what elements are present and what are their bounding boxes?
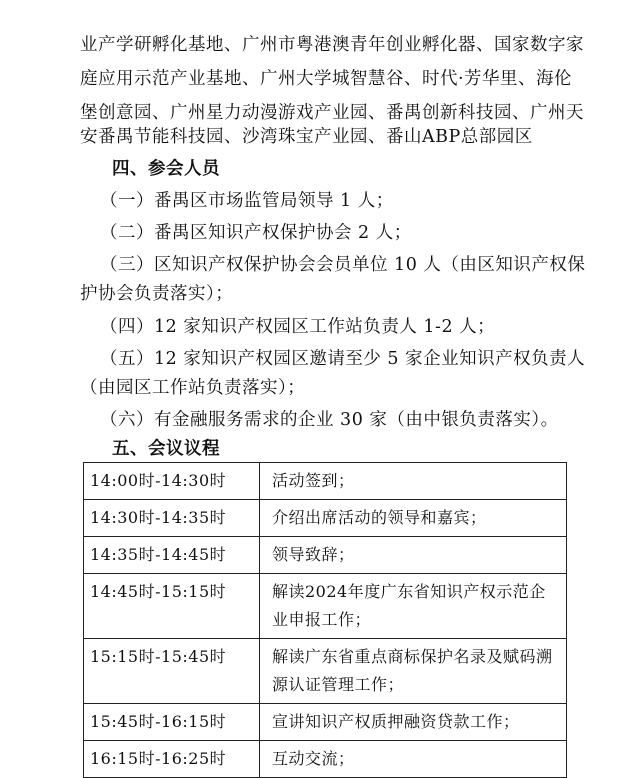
agenda-time: 15:45时-16:15时 xyxy=(84,704,260,741)
table-row xyxy=(84,639,567,704)
table-row xyxy=(84,463,567,500)
paragraph-line: 安番禺节能科技园、沙湾珠宝产业园、番山ABP总部园区 xyxy=(80,127,533,147)
agenda-description: 解读2024年度广东省知识产权示范企业申报工作； xyxy=(260,574,567,639)
agenda-description: 解读广东省重点商标保护名录及赋码溯源认证管理工作； xyxy=(260,639,567,704)
agenda-description: 领导致辞； xyxy=(260,537,567,574)
attendee-item-continued: （由园区工作站负责落实）； xyxy=(80,378,306,398)
agenda-time: 14:35时-14:45时 xyxy=(84,537,260,574)
attendee-item: （四）12 家知识产权园区工作站负责人 1-2 人； xyxy=(100,317,496,337)
agenda-table xyxy=(83,462,567,778)
agenda-time: 15:15时-15:45时 xyxy=(84,639,260,704)
paragraph-line: 庭应用示范产业基地、广州大学城智慧谷、时代·芳华里、海伦 xyxy=(80,69,573,89)
section-heading-agenda: 五、会议议程 xyxy=(112,439,220,459)
paragraph-line: 堡创意园、广州星力动漫游戏产业园、番禺创新科技园、广州天 xyxy=(80,103,584,123)
attendee-item: （三）区知识产权保护协会会员单位 10 人（由区知识产权保 xyxy=(100,255,586,275)
table-row xyxy=(84,500,567,537)
agenda-time: 14:30时-14:35时 xyxy=(84,500,260,537)
table-row xyxy=(84,704,567,741)
attendee-item: （六）有金融服务需求的企业 30 家（由中银负责落实）。 xyxy=(100,410,559,430)
table-row xyxy=(84,741,567,778)
attendee-item: （五）12 家知识产权园区邀请至少 5 家企业知识产权负责人 xyxy=(100,349,586,369)
agenda-description: 互动交流； xyxy=(260,741,567,778)
table-row xyxy=(84,574,567,639)
agenda-time: 16:15时-16:25时 xyxy=(84,741,260,778)
agenda-description: 宣讲知识产权质押融资贷款工作； xyxy=(260,704,567,741)
agenda-time: 14:45时-15:15时 xyxy=(84,574,260,639)
attendee-item: （一）番禺区市场监管局领导 1 人； xyxy=(100,191,394,211)
agenda-time: 14:00时-14:30时 xyxy=(84,463,260,500)
attendee-item: （二）番禺区知识产权保护协会 2 人； xyxy=(100,223,412,243)
agenda-description: 介绍出席活动的领导和嘉宾； xyxy=(260,500,567,537)
attendee-item-continued: 护协会负责落实）； xyxy=(80,284,234,304)
paragraph-line: 业产学研孵化基地、广州市粤港澳青年创业孵化器、国家数字家 xyxy=(80,35,584,55)
table-row xyxy=(84,537,567,574)
section-heading-attendees: 四、参会人员 xyxy=(112,159,220,179)
agenda-description: 活动签到； xyxy=(260,463,567,500)
